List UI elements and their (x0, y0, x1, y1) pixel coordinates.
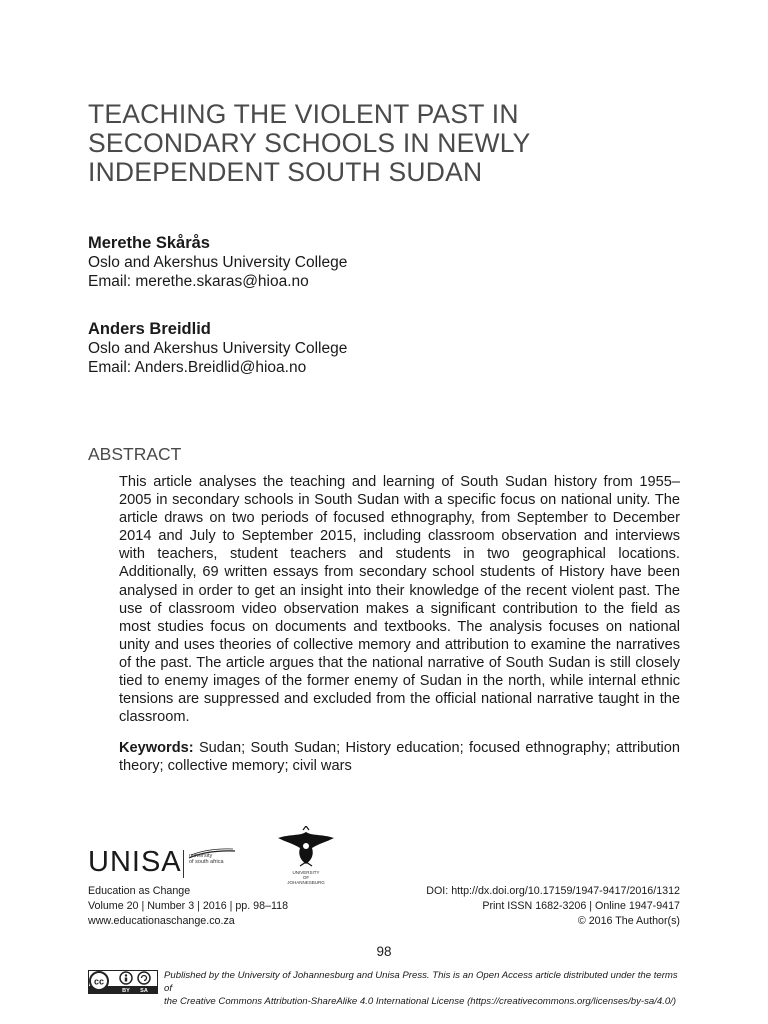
unisa-sub-line: of south africa (189, 859, 224, 865)
uj-sub-line: OF (302, 875, 310, 880)
author-email[interactable]: Email: merethe.skaras@hioa.no (88, 273, 309, 290)
abstract-body: This article analyses the teaching and learning of South Sudan history from 1955–2005 in secondary schools in South Sudan with a specific focus on national unity. The article draws on two periods of focused ethnography, from September to December 2014 and July to September 2015, including classroom observation and interviews with teachers, student teachers and students in two geographical locations. Additionally, 69 written essays from secondary school students of History have been analysed in order to get an insight into their knowledge of the recent violent past. The use of classroom video observation makes a significant contribution to the field as most studies focus on documents and textbooks. The analysis focuses on national unity and uses theories of collective memory and attribution to examine the narratives of the past. The article argues that the national narrative of South Sudan is still closely tied to enemy images of the former enemy of Sudan in the north, while internal ethnic tensions are suppressed and excluded from the official national narrative taught in the classroom. (119, 474, 680, 726)
title-line: INDEPENDENT SOUTH SUDAN (88, 157, 483, 187)
article-title (88, 100, 648, 187)
issn: Print ISSN 1682-3206 | Online 1947-9417 (482, 900, 680, 913)
uj-crest-icon (276, 826, 336, 870)
author-email[interactable]: Email: Anders.Breidlid@hioa.no (88, 359, 307, 376)
license-line[interactable]: the Creative Commons Attribution-ShareAlike 4.0 International License (https://creativecommons.org/licenses/by-sa/4.0/) (164, 996, 677, 1007)
publisher-logos (88, 826, 388, 885)
author-name: Merethe Skårås (88, 234, 210, 252)
title-line: TEACHING THE VIOLENT PAST IN (88, 99, 519, 129)
author-block (88, 319, 588, 377)
title-line: SECONDARY SCHOOLS IN NEWLY (88, 128, 531, 158)
keywords-text: Sudan; South Sudan; History education; focused ethnography; attribution theory; collective memory; civil wars (119, 740, 680, 775)
uj-subtitle (284, 870, 328, 885)
journal-name: Education as Change (88, 885, 191, 897)
keywords-label: Keywords: (119, 740, 194, 756)
page-number: 98 (376, 944, 392, 959)
uj-sub-line: JOHANNESBURG (287, 880, 325, 885)
logo-divider (183, 850, 184, 878)
author-name: Anders Breidlid (88, 320, 211, 338)
uj-sub-line: UNIVERSITY (292, 870, 320, 875)
keywords (119, 739, 680, 775)
unisa-sub-line: university (189, 853, 213, 859)
sa-text: SA (140, 988, 148, 994)
author-block (88, 233, 588, 291)
copyright: © 2016 The Author(s) (577, 915, 680, 928)
license-line: Published by the University of Johannesburg and Unisa Press. This is an Open Access article distributed under the terms of (164, 970, 678, 994)
journal-volume: Volume 20 | Number 3 | 2016 | pp. 98–118 (88, 900, 289, 913)
journal-website[interactable]: www.educationaschange.co.za (88, 915, 235, 928)
cc-by-sa-badge-icon (88, 970, 158, 994)
journal-meta-right (426, 884, 680, 930)
cc-text: cc (93, 976, 105, 987)
license-notice (164, 969, 684, 1008)
journal-meta-left (88, 884, 288, 930)
unisa-logo: UNISA (88, 846, 182, 878)
by-text: BY (122, 988, 130, 994)
abstract-heading: ABSTRACT (88, 444, 182, 464)
doi[interactable]: DOI: http://dx.doi.org/10.17159/1947-9417/2016/1312 (426, 885, 680, 897)
unisa-subtitle (189, 853, 224, 865)
author-affiliation: Oslo and Akershus University College (88, 340, 348, 357)
author-affiliation: Oslo and Akershus University College (88, 254, 348, 271)
